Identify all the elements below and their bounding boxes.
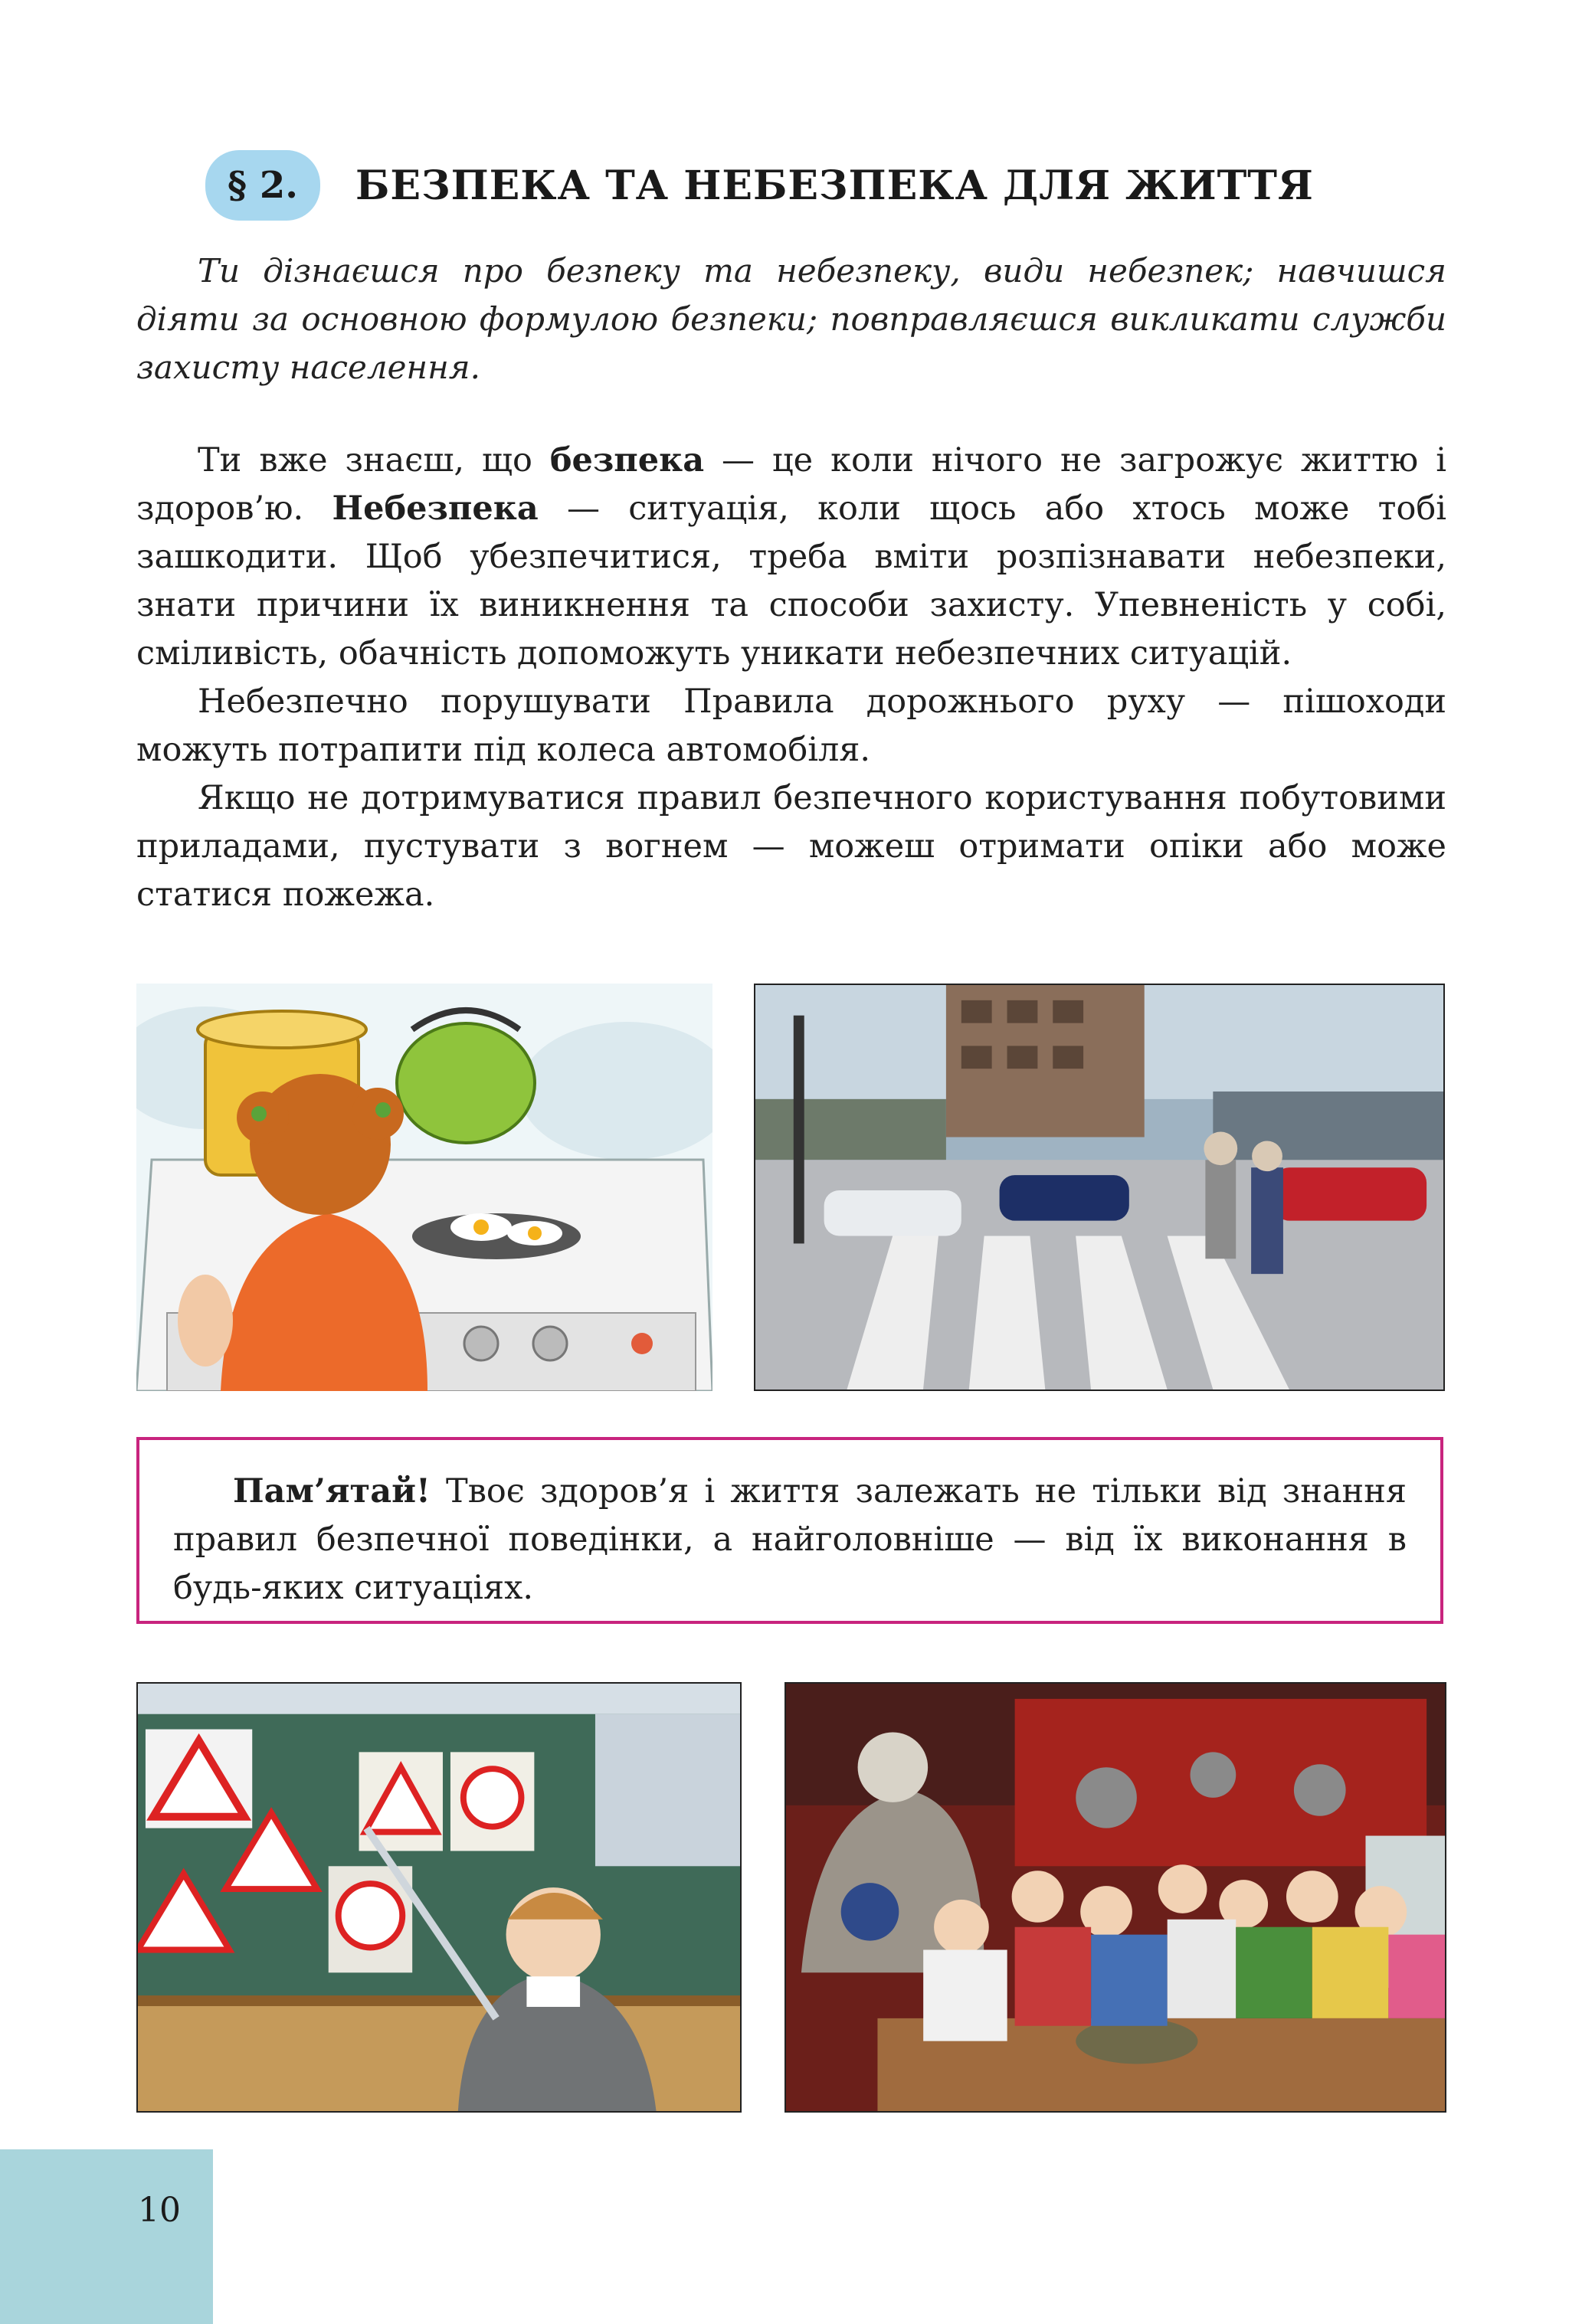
remember-text	[173, 1468, 1407, 1612]
kitchen-illustration	[136, 984, 712, 1391]
remember-label: Пам’ятай!	[233, 1472, 431, 1511]
section-heading	[205, 150, 1314, 221]
p1-text-c: — ситуація, коли щось або хтось може тобі зашкодити. Щоб убезпечитися, треба вміти розпізнавати небезпеки, знати причини їх виникнення та способи захисту. Упевненість у собі, сміливість, обачність допоможуть уникати небезпечних ситуацій.	[136, 489, 1446, 673]
remember-body: Твоє здоров’я і життя залежать не тільки від знання правил безпечної поведінки, а найголовніше — від їх виконання в будь-яких ситуаціях.	[173, 1472, 1407, 1607]
section-number-badge: § 2.	[205, 150, 320, 221]
page-corner-tab	[0, 2149, 213, 2324]
street-crossing-photo	[754, 984, 1445, 1391]
p1-text-b: — це коли нічого не загрожує життю і здоров’ю.	[136, 441, 1446, 528]
intro-paragraph: Ти дізнаєшся про безпеку та небезпеку, види небезпек; навчишся діяти за основною формулою безпеки; повправляєшся викликати служби захисту населення.	[136, 252, 1446, 386]
classroom-road-signs-photo	[136, 1682, 742, 2113]
page-number: 10	[138, 2191, 181, 2230]
fire-station-excursion-photo	[784, 1682, 1446, 2113]
paragraph-2: Небезпечно порушувати Правила дорожнього руху — пішоходи можуть потрапити під колеса автомобіля.	[136, 682, 1446, 769]
body-text	[136, 437, 1446, 919]
section-title: БЕЗПЕКА ТА НЕБЕЗПЕКА ДЛЯ ЖИТТЯ	[355, 162, 1314, 209]
paragraph-3: Якщо не дотримуватися правил безпечного користування побутовими приладами, пустувати з вогнем — можеш отримати опіки або може статися пожежа.	[136, 779, 1446, 914]
term-nebezpeka: Небезпека	[332, 489, 539, 528]
p1-text-a: Ти вже знаєш, що	[198, 441, 550, 480]
term-bezpeka: безпека	[549, 441, 705, 480]
paragraph-1	[136, 437, 1446, 678]
remember-box	[136, 1437, 1443, 1624]
intro-text	[136, 247, 1446, 391]
